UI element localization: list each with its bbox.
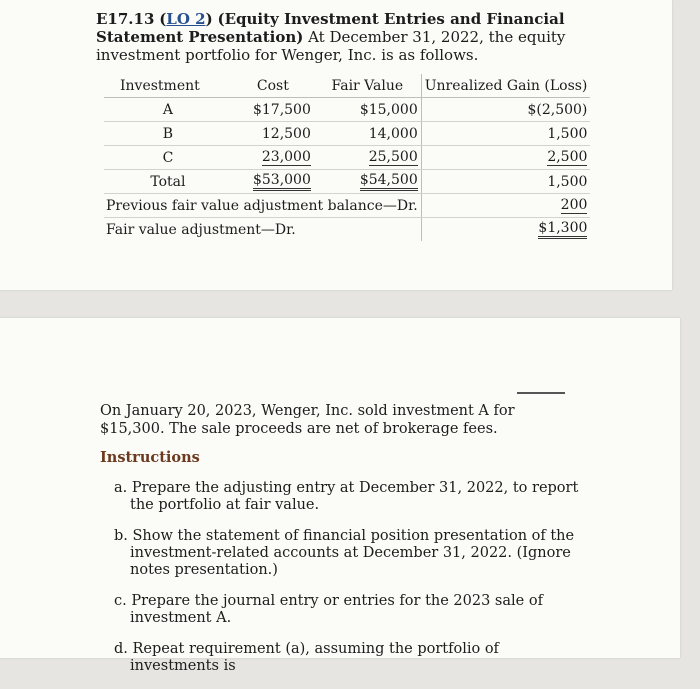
table-total-row: Total $53,000 $54,500 1,500 xyxy=(104,170,590,194)
instructions-list xyxy=(114,480,584,689)
table-row: C 23,000 25,500 2,500 xyxy=(104,146,590,170)
header-investment: Investment xyxy=(104,74,232,98)
table-header-row xyxy=(104,74,590,98)
fair-value-adjustment-row: Fair value adjustment—Dr. $1,300 xyxy=(104,218,590,242)
exercise-id: E17.13 xyxy=(96,10,155,28)
portfolio-table xyxy=(104,74,590,241)
table-row: A $17,500 $15,000 $(2,500) xyxy=(104,98,590,122)
instruction-item: d. Repeat requirement (a), assuming the portfolio of investments is xyxy=(114,641,499,674)
sale-paragraph: On January 20, 2023, Wenger, Inc. sold investment A for $15,300. The sale proceeds are net of brokerage fees. xyxy=(100,403,515,437)
instruction-item: c. Prepare the journal entry or entries for the 2023 sale of investment A. xyxy=(114,593,543,626)
instructions-heading: Instructions xyxy=(100,449,200,466)
header-unrealized-gain: Unrealized Gain (Loss) xyxy=(421,74,590,98)
header-cost: Cost xyxy=(232,74,314,98)
previous-adjustment-row: Previous fair value adjustment balance—Dr. 200 xyxy=(104,194,590,218)
exercise-heading: E17.13 (LO 2) (Equity Investment Entries and Financial Statement Presentation) At December 31, 2022, the equity investment portfolio for Wenger, Inc. is as follows. xyxy=(96,10,566,64)
instruction-item: b. Show the statement of financial position presentation of the investment-related accounts at December 31, 2022. (Ignore notes presentation.) xyxy=(114,528,575,578)
header-fair-value: Fair Value xyxy=(314,74,421,98)
instruction-item: a. Prepare the adjusting entry at December 31, 2022, to report the portfolio at fair value. xyxy=(114,480,579,513)
learning-objective-link[interactable]: LO 2 xyxy=(166,10,206,28)
divider-mark xyxy=(517,392,565,394)
exercise-title: (Equity Investment Entries and Financial Statement Presentation) xyxy=(96,10,565,46)
table-row: B 12,500 14,000 1,500 xyxy=(104,122,590,146)
exercise-intro: At December 31, 2022, the equity investment portfolio for Wenger, Inc. is as follows. xyxy=(96,28,566,64)
